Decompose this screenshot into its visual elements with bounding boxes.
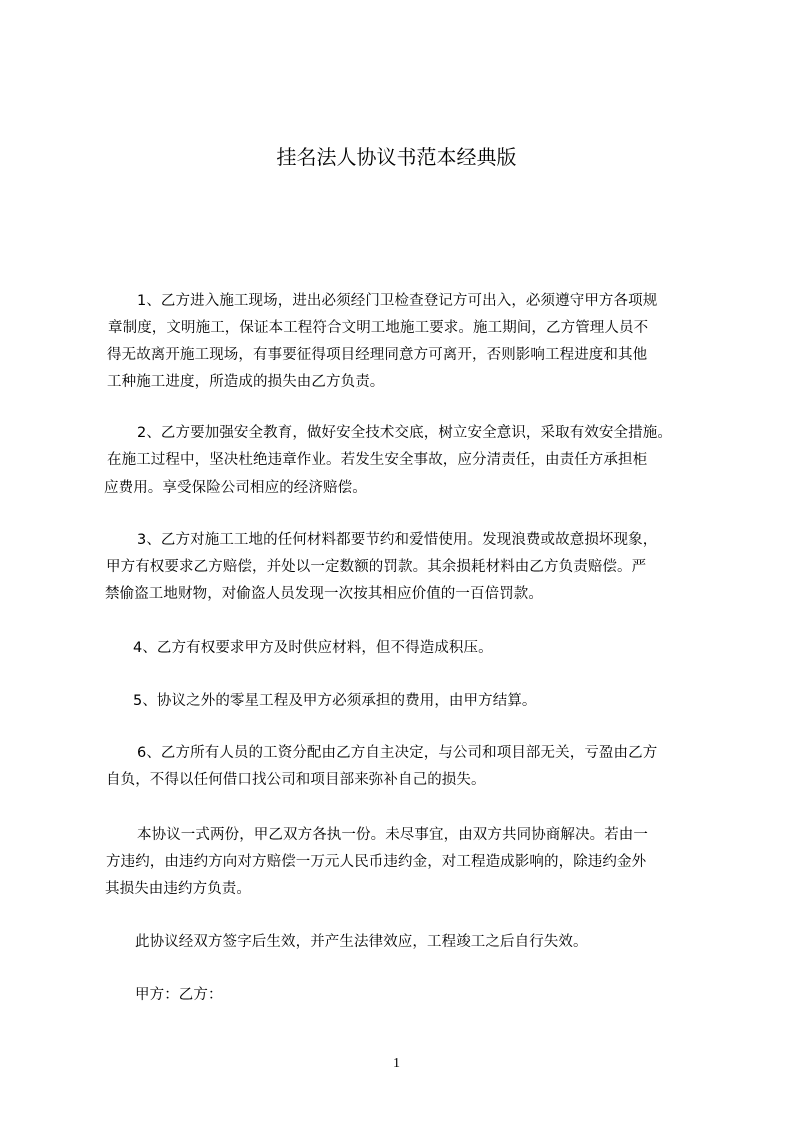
clause-3-line-2: 甲方有权要求乙方赔偿，并处以一定数额的罚款。其余损耗材料由乙方负责赔偿。严 [106, 559, 647, 575]
signature-parties: 甲方：乙方： [135, 987, 223, 1003]
clause-6-line-2: 自负，不得以任何借口找公司和项目部来弥补自己的损失。 [106, 772, 486, 788]
clause-5-line-1: 5、协议之外的零星工程及甲方必须承担的费用，由甲方结算。 [133, 693, 537, 709]
clause-1-line-4: 工种施工进度，所造成的损失由乙方负责。 [107, 374, 385, 390]
copies-clause-line-3: 其损失由违约方负责。 [105, 881, 251, 897]
clause-4-line-1: 4、乙方有权要求甲方及时供应材料，但不得造成积压。 [133, 640, 493, 656]
clause-1-line-1: 1、乙方进入施工现场，进出必须经门卫检查登记方可出入，必须遵守甲方各项规 [137, 293, 658, 309]
clause-2-line-1: 2、乙方要加强安全教育，做好安全技术交底，树立安全意识，采取有效安全措施。 [137, 425, 672, 441]
clause-2-line-3: 应费用。享受保险公司相应的经济赔偿。 [104, 480, 367, 496]
clause-3-line-1: 3、乙方对施工工地的任何材料都要节约和爱惜使用。发现浪费或故意损坏现象， [137, 532, 658, 548]
effectiveness-clause-line-1: 此协议经双方签字后生效，并产生法律效应，工程竣工之后自行失效。 [135, 934, 588, 950]
copies-clause-line-1: 本协议一式两份，甲乙双方各执一份。未尽事宜，由双方共同协商解决。若由一 [137, 827, 648, 843]
document-title: 挂名法人协议书范本经典版 [276, 145, 517, 169]
page-number: 1 [393, 1056, 400, 1071]
clause-1-line-3: 得无故离开施工现场，有事要征得项目经理同意方可离开，否则影响工程进度和其他 [107, 347, 648, 363]
copies-clause-line-2: 方违约，由违约方向对方赔偿一万元人民币违约金，对工程造成影响的，除违约金外 [106, 854, 647, 870]
clause-6-line-1: 6、乙方所有人员的工资分配由乙方自主决定，与公司和项目部无关，亏盈由乙方 [137, 745, 658, 761]
clause-2-line-2: 在施工过程中，坚决杜绝违章作业。若发生安全事故，应分清责任，由责任方承担柜 [107, 452, 648, 468]
clause-3-line-3: 禁偷盗工地财物，对偷盗人员发现一次按其相应价值的一百倍罚款。 [105, 586, 543, 602]
clause-1-line-2: 章制度，文明施工，保证本工程符合文明工地施工要求。施工期间，乙方管理人员不 [108, 320, 649, 336]
